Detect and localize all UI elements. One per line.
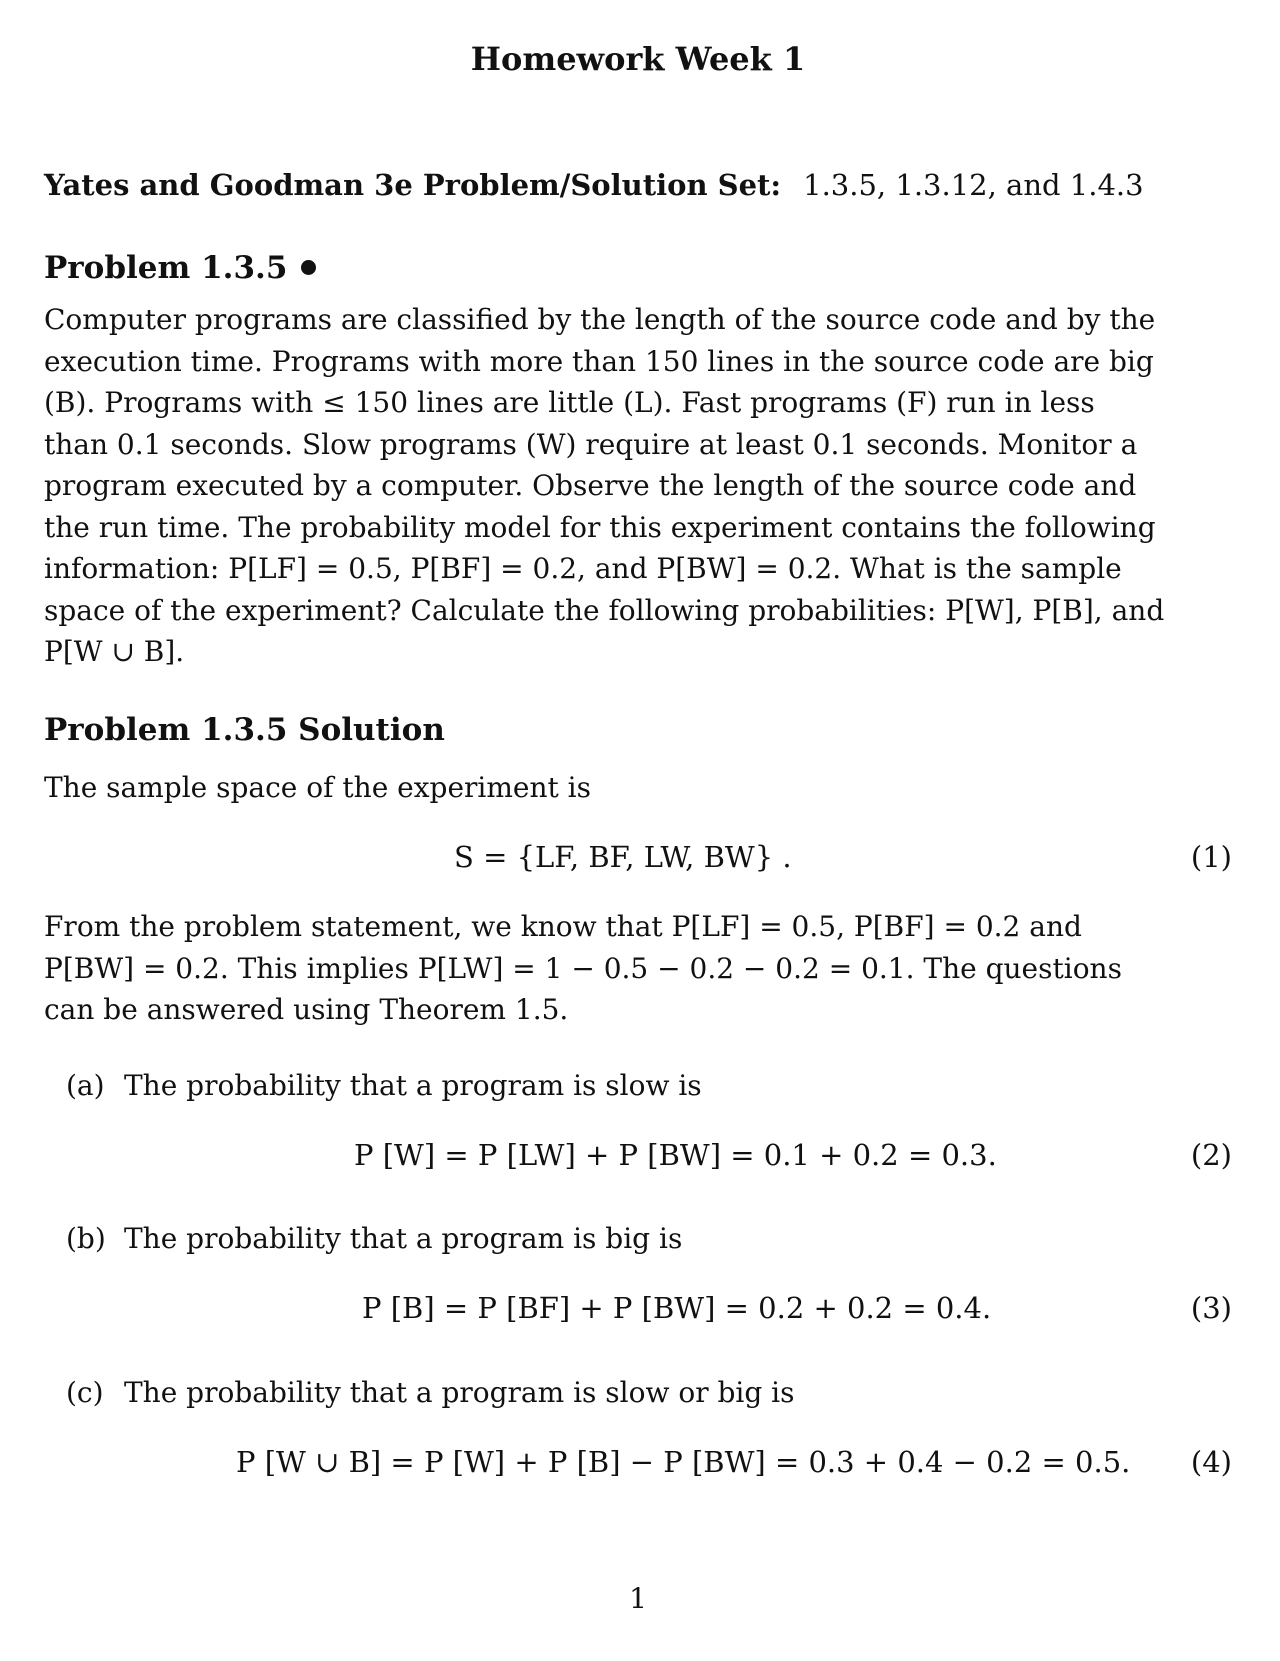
problem-line: Computer programs are classified by the length of the source code and by the — [44, 303, 1156, 336]
problem-line: space of the experiment? Calculate the following probabilities: P[W], P[B], and — [44, 593, 1165, 627]
solution-paragraph — [44, 906, 1232, 1031]
page-number: 1 — [629, 1582, 647, 1615]
equation-number: (3) — [1190, 1291, 1232, 1325]
equation-number: (2) — [1190, 1138, 1232, 1172]
problem-line: (B). Programs with ≤ 150 lines are little (L). Fast programs (F) run in less — [44, 386, 1095, 419]
problem-statement — [44, 299, 1232, 673]
problem-heading — [44, 250, 316, 286]
problem-set-value: 1.3.5, 1.3.12, and 1.4.3 — [803, 168, 1144, 202]
solution-line: From the problem statement, we know that P[LF] = 0.5, P[BF] = 0.2 and — [44, 910, 1082, 943]
equation-2 — [44, 1138, 1232, 1182]
problem-heading-text: Problem 1.3.5 — [44, 250, 288, 286]
part-label: (b) — [66, 1222, 106, 1255]
solution-part-a — [66, 1069, 702, 1102]
part-text: The probability that a program is slow is — [124, 1069, 702, 1102]
equation-3 — [44, 1291, 1232, 1335]
problem-set-line — [44, 168, 1144, 202]
equation-expression: P [B] = P [BF] + P [BW] = 0.2 + 0.2 = 0.4. — [362, 1291, 992, 1325]
solution-part-c — [66, 1376, 795, 1409]
solution-line: can be answered using Theorem 1.5. — [44, 993, 569, 1026]
equation-4 — [44, 1445, 1232, 1489]
equation-expression: P [W ∪ B] = P [W] + P [B] − P [BW] = 0.3 + 0.4 − 0.2 = 0.5. — [236, 1445, 1131, 1479]
equation-expression: S = {LF, BF, LW, BW} . — [454, 840, 792, 874]
problem-line: the run time. The probability model for this experiment contains the following — [44, 510, 1156, 544]
document-page — [44, 0, 1232, 1661]
equation-number: (4) — [1190, 1445, 1232, 1479]
part-label: (a) — [66, 1069, 105, 1102]
solution-line: P[BW] = 0.2. This implies P[LW] = 1 − 0.5 − 0.2 − 0.2 = 0.1. The questions — [44, 951, 1122, 985]
equation-number: (1) — [1190, 840, 1232, 874]
part-text: The probability that a program is big is — [124, 1222, 683, 1255]
page-title: Homework Week 1 — [470, 40, 806, 78]
solution-part-b — [66, 1222, 682, 1255]
part-label: (c) — [66, 1376, 104, 1409]
solution-intro: The sample space of the experiment is — [44, 771, 591, 804]
equation-expression: P [W] = P [LW] + P [BW] = 0.1 + 0.2 = 0.3. — [354, 1138, 997, 1172]
problem-line: P[W ∪ B]. — [44, 635, 185, 668]
problem-set-label: Yates and Goodman 3e Problem/Solution Set: — [44, 168, 782, 202]
problem-line: information: P[LF] = 0.5, P[BF] = 0.2, and P[BW] = 0.2. What is the sample — [44, 552, 1122, 585]
problem-line: execution time. Programs with more than 150 lines in the source code are big — [44, 344, 1154, 378]
problem-line: program executed by a computer. Observe the length of the source code and — [44, 469, 1137, 502]
difficulty-bullet-icon — [301, 260, 316, 275]
equation-1 — [44, 840, 1232, 884]
solution-heading: Problem 1.3.5 Solution — [44, 712, 445, 748]
part-text: The probability that a program is slow or big is — [124, 1376, 795, 1409]
problem-line: than 0.1 seconds. Slow programs (W) require at least 0.1 seconds. Monitor a — [44, 427, 1138, 461]
